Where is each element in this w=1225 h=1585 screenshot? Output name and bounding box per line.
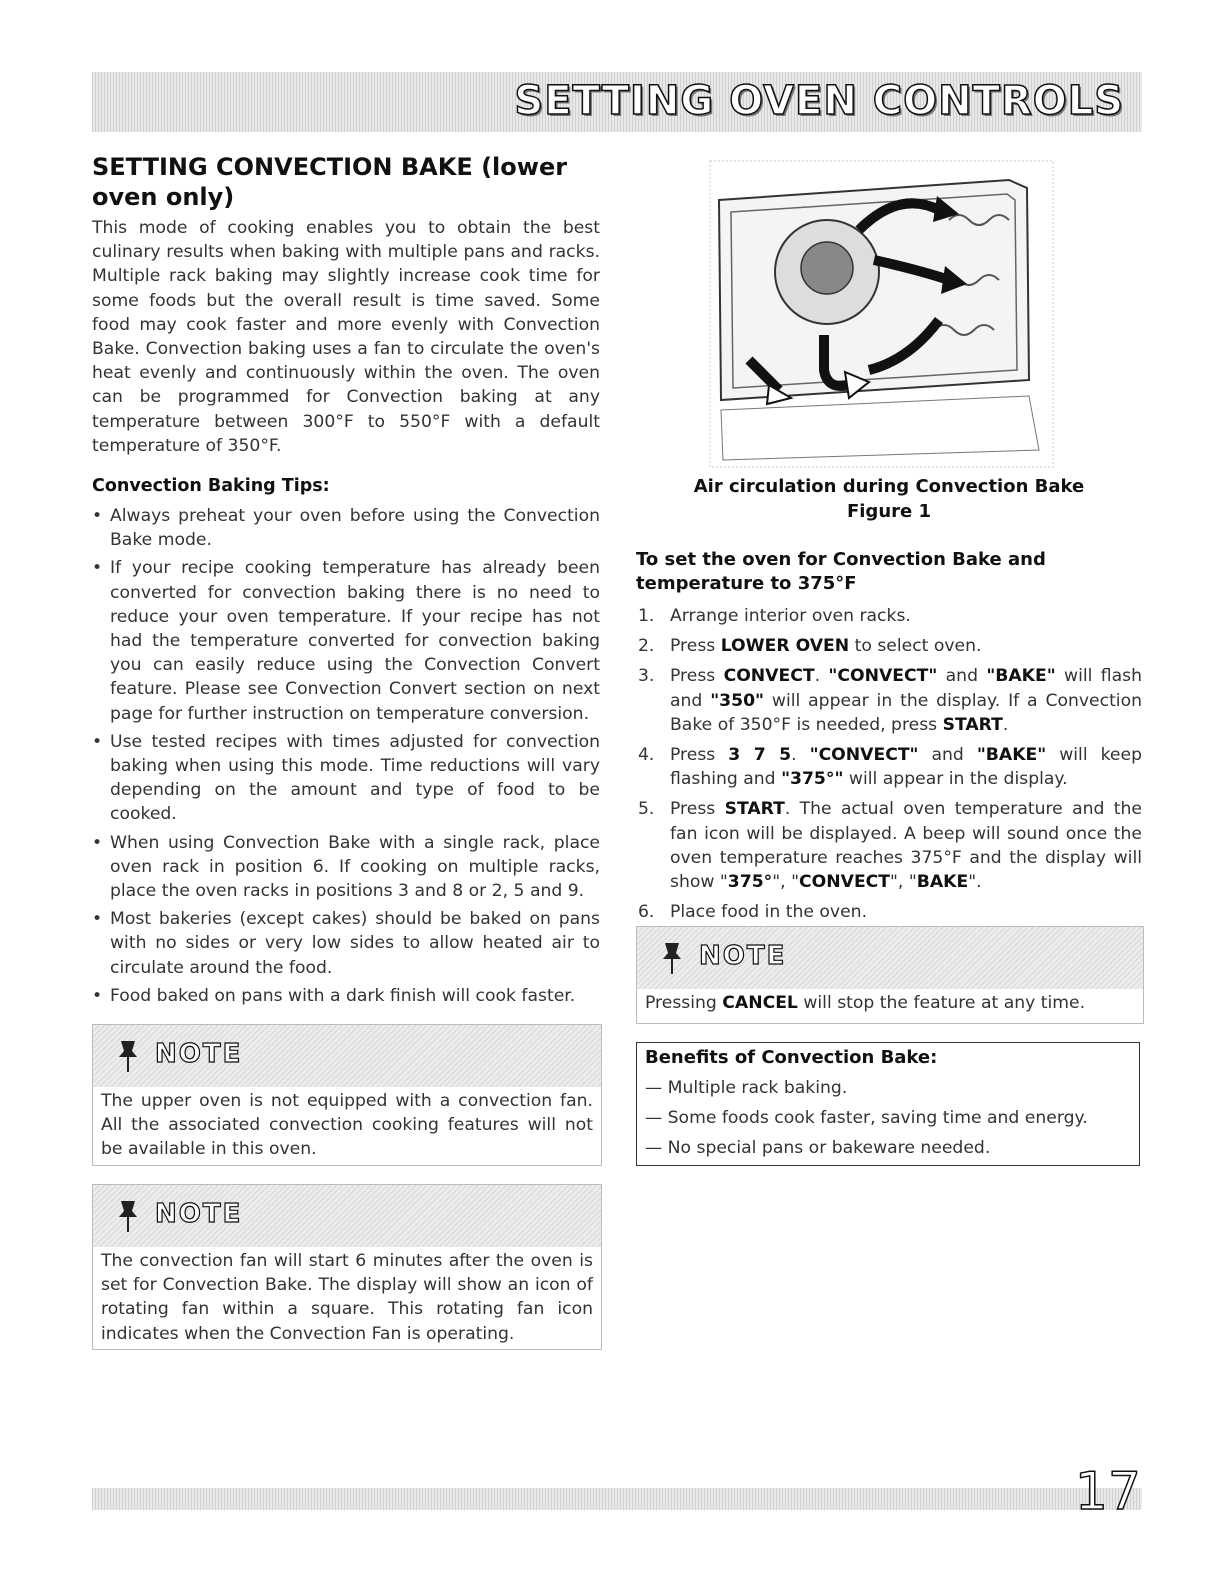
list-item: 4. Press 3 7 5. "CONVECT" and "BAKE" will keep flashing and "375°" will appear in the display. [638,745,1142,790]
oven-air-circulation-figure [709,160,1054,468]
note-text: The upper oven is not equipped with a convection fan. All the associated convection cooking features will not be available in this oven. [101,1091,593,1160]
footer-bar [92,1488,1142,1510]
benefits-box [636,1042,1140,1166]
bullet-icon: • [92,985,103,1006]
pushpin-icon [115,1039,141,1073]
left-column [92,152,600,1012]
list-item: — Multiple rack baking. [645,1078,848,1098]
steps-heading: To set the oven for Convection Bake and temperature to 375°F [636,549,1046,594]
list-item: — No special pans or bakeware needed. [645,1138,991,1158]
list-item: • When using Convection Bake with a single rack, place oven rack in position 6. If cooking on multiple racks, place the oven racks in positions 3 and 8 or 2, 5 and 9. [92,832,600,902]
page-title: SETTING OVEN CONTROLS [514,78,1124,124]
list-item: • If your recipe cooking temperature has already been converted for convection baking there is no need to reduce your oven temperature. If your recipe has not had the temperature converted for convection baking you can easily reduce using the Convection Convert feature. Please see Convection Convert section on next page for further instruction on temperature conversion. [92,558,600,724]
bullet-icon: • [92,506,103,527]
pushpin-icon [659,941,685,975]
bullet-icon: • [92,731,103,752]
bullet-icon: • [92,909,103,930]
list-item: • Food baked on pans with a dark finish will cook faster. [92,984,600,1008]
note-upper-oven [92,1024,602,1166]
bullet-icon: • [92,558,103,579]
note-title: NOTE [699,941,787,971]
note-text: Pressing CANCEL will stop the feature at any time. [645,993,1086,1013]
note-title: NOTE [155,1199,243,1229]
section-title: SETTING CONVECTION BAKE (lower oven only) [92,153,568,211]
figure-caption: Air circulation during Convection Bake Figure 1 [693,476,1085,522]
list-item: — Some foods cook faster, saving time and energy. [645,1108,1088,1128]
note-text: The convection fan will start 6 minutes after the oven is set for Convection Bake. The display will show an icon of rotating fan within a square. This rotating fan icon indicates when the Convection Fan is operating. [101,1251,593,1344]
steps-list [636,604,1142,930]
note-convection-fan [92,1184,602,1350]
list-item: • Always preheat your oven before using the Convection Bake mode. [92,506,600,551]
tips-list [92,504,600,1008]
tips-heading: Convection Baking Tips: [92,476,330,497]
intro-paragraph: This mode of cooking enables you to obtain the best culinary results when baking with multiple pans and racks. Multiple rack baking may slightly increase cook time for some foods but the overall result is time saved. Some food may cook faster and more evenly with Convection Bake. Convection baking uses a fan to circulate the oven's heat evenly and continuously within the oven. The oven can be programmed for Convection baking at any temperature between 300°F to 550°F with a default temperature of 350°F. [92,218,600,456]
note-title: NOTE [155,1039,243,1069]
page-number: 17 [1074,1462,1141,1522]
header-banner [92,72,1142,132]
list-item: 6. Place food in the oven. [638,902,868,923]
benefits-heading: Benefits of Convection Bake: [645,1047,938,1068]
bullet-icon: • [92,832,103,853]
list-item: 5. Press START. The actual oven temperature and the fan icon will be displayed. A beep will sound once the oven temperature reaches 375°F and the display will show "375°", "CONVECT", "BAKE". [638,799,1142,893]
list-item: • Use tested recipes with times adjusted for convection baking when using this mode. Time reductions will vary depending on the amount and type of food to be cooked. [92,731,600,825]
note-cancel [636,926,1144,1024]
list-item: 3. Press CONVECT. "CONVECT" and "BAKE" will flash and "350" will appear in the display. If a Convection Bake of 350°F is needed, press START. [638,666,1142,735]
list-item: 2. Press LOWER OVEN to select oven. [638,636,982,657]
list-item: 1. Arrange interior oven racks. [638,606,911,626]
pushpin-icon [115,1199,141,1233]
list-item: • Most bakeries (except cakes) should be baked on pans with no sides or very low sides to allow heated air to circulate around the food. [92,909,600,978]
oven-diagram [709,160,1054,468]
